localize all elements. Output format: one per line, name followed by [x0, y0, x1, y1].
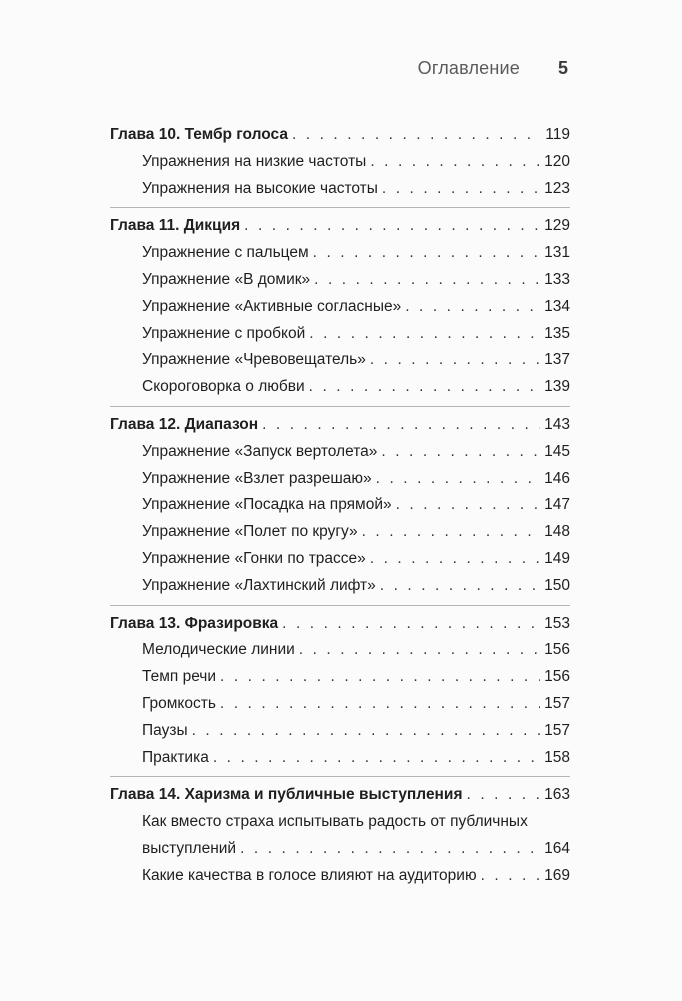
toc-chapter-12[interactable] [110, 412, 570, 439]
dot-leader [370, 546, 540, 573]
item-page: 120 [544, 152, 570, 170]
toc-item[interactable] [110, 466, 570, 493]
page-header [0, 58, 682, 80]
item-title: Упражнение «Активные согласные» [142, 297, 402, 315]
item-title: Скороговорка о любви [142, 378, 305, 396]
item-page: 123 [544, 179, 570, 197]
item-page: 156 [544, 668, 570, 686]
toc-chapter-11[interactable] [110, 213, 570, 240]
chapter-page: 119 [545, 126, 570, 143]
chapter-title: Глава 12. Диапазон [110, 415, 259, 433]
toc-item[interactable] [110, 439, 570, 466]
chapter-title: Глава 11. Дикция [110, 217, 241, 235]
item-title: Упражнения на высокие частоты [142, 179, 378, 197]
item-title: Мелодические линии [142, 641, 295, 659]
dot-leader [467, 782, 541, 809]
item-title: Какие качества в голосе влияют на аудиторию [142, 866, 477, 884]
running-title: Оглавление [417, 58, 520, 78]
dot-leader [313, 240, 540, 267]
dot-leader [370, 149, 540, 176]
item-page: 157 [544, 694, 570, 712]
toc-item[interactable] [110, 519, 570, 546]
section-divider [110, 406, 570, 407]
toc-chapter-14[interactable] [110, 782, 570, 809]
item-page: 145 [544, 442, 570, 460]
toc-item[interactable] [110, 149, 570, 176]
toc-item[interactable] [110, 347, 570, 374]
toc-item[interactable] [110, 321, 570, 348]
item-page: 150 [544, 576, 570, 594]
item-page: 157 [544, 721, 570, 739]
dot-leader [220, 664, 540, 691]
toc-chapter-10[interactable] [110, 122, 570, 149]
item-title: Упражнение с пробкой [142, 324, 306, 342]
item-title-line2-row [142, 836, 570, 863]
dot-leader [481, 863, 541, 890]
item-title: Громкость [142, 694, 216, 712]
item-page: 147 [544, 496, 570, 514]
item-title: Упражнение «Взлет разрешаю» [142, 469, 372, 487]
item-title: Практика [142, 748, 209, 766]
toc-item[interactable] [110, 240, 570, 267]
item-page: 139 [544, 378, 570, 396]
dot-leader [396, 492, 541, 519]
dot-leader [381, 439, 540, 466]
dot-leader [309, 321, 540, 348]
item-title: Упражнение «Чревовещатель» [142, 351, 366, 369]
dot-leader [240, 836, 540, 863]
item-page: 137 [544, 351, 570, 369]
dot-leader [192, 718, 541, 745]
item-page: 164 [544, 839, 570, 857]
item-title-line1: Как вместо страха испытывать радость от публичных [142, 813, 528, 831]
item-page: 146 [544, 469, 570, 487]
toc-item[interactable] [110, 745, 570, 772]
dot-leader [262, 412, 540, 439]
item-page: 156 [544, 641, 570, 659]
item-page: 134 [544, 297, 570, 315]
dot-leader [405, 294, 540, 321]
chapter-page: 129 [544, 217, 570, 235]
toc-item[interactable] [110, 374, 570, 401]
item-page: 158 [544, 748, 570, 766]
item-page: 149 [544, 549, 570, 567]
section-divider [110, 776, 570, 777]
toc-item[interactable] [110, 863, 570, 890]
dot-leader [299, 637, 540, 664]
dot-leader [282, 611, 540, 638]
dot-leader [244, 213, 540, 240]
toc-item-multiline[interactable] [110, 809, 570, 863]
dot-leader [376, 466, 540, 493]
dot-leader [382, 176, 540, 203]
toc-item[interactable] [110, 691, 570, 718]
dot-leader [362, 519, 541, 546]
dot-leader [370, 347, 540, 374]
item-title: выступлений [142, 839, 237, 857]
chapter-page: 143 [544, 415, 570, 433]
toc-item[interactable] [110, 637, 570, 664]
dot-leader [220, 691, 540, 718]
toc-item[interactable] [110, 492, 570, 519]
item-title: Упражнение «Гонки по трассе» [142, 549, 366, 567]
item-title: Упражнения на низкие частоты [142, 152, 367, 170]
page-number: 5 [557, 58, 568, 78]
toc-item[interactable] [110, 573, 570, 600]
item-title: Упражнение «Лахтинский лифт» [142, 576, 376, 594]
toc-item[interactable] [110, 294, 570, 321]
table-of-contents [110, 122, 570, 890]
dot-leader [309, 374, 540, 401]
item-title: Упражнение «Полет по кругу» [142, 523, 358, 541]
chapter-page: 153 [544, 614, 570, 632]
item-title: Упражнение «Посадка на прямой» [142, 496, 392, 514]
toc-item[interactable] [110, 267, 570, 294]
toc-item[interactable] [110, 176, 570, 203]
chapter-title: Глава 13. Фразировка [110, 614, 279, 632]
chapter-page: 163 [544, 786, 570, 804]
chapter-title: Глава 14. Харизма и публичные выступления [110, 786, 463, 804]
item-title: Темп речи [142, 668, 217, 686]
chapter-title: Глава 10. Тембр голоса [110, 126, 288, 143]
dot-leader [314, 267, 540, 294]
item-page: 169 [544, 866, 570, 884]
toc-item[interactable] [110, 718, 570, 745]
item-page: 133 [544, 270, 570, 288]
item-page: 135 [544, 324, 570, 342]
dot-leader [292, 122, 541, 149]
section-divider [110, 207, 570, 208]
section-divider [110, 605, 570, 606]
item-title: Паузы [142, 721, 188, 739]
toc-chapter-13[interactable] [110, 611, 570, 638]
toc-item[interactable] [110, 546, 570, 573]
toc-item[interactable] [110, 664, 570, 691]
dot-leader [380, 573, 540, 600]
item-title: Упражнение «Запуск вертолета» [142, 442, 378, 460]
dot-leader [213, 745, 540, 772]
item-title: Упражнение с пальцем [142, 244, 309, 262]
item-page: 148 [544, 523, 570, 541]
item-page: 131 [544, 244, 570, 262]
item-title: Упражнение «В домик» [142, 270, 311, 288]
